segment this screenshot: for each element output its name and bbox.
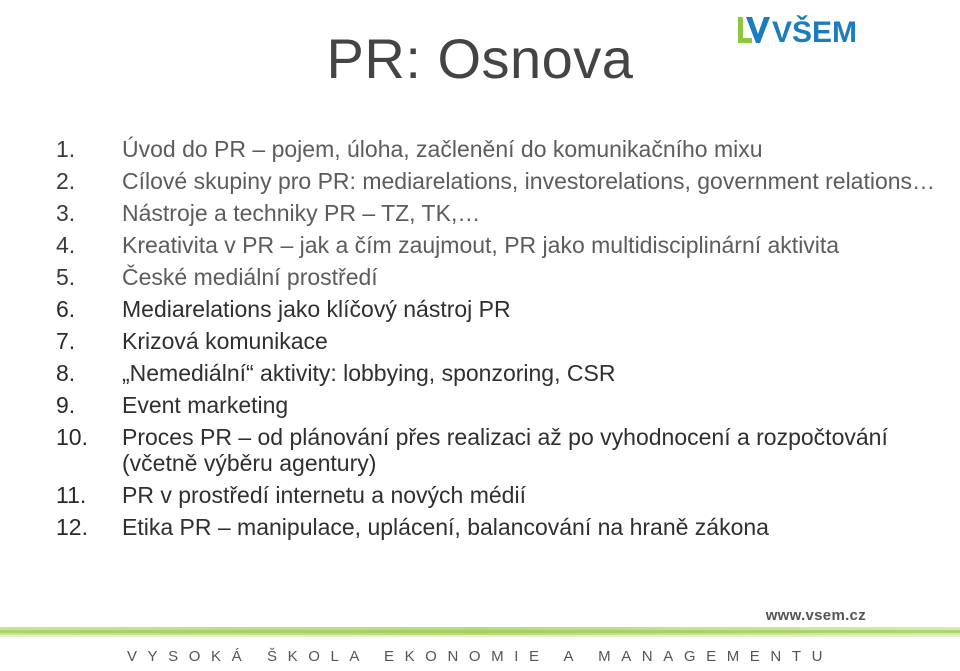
agenda-number: 8. bbox=[56, 360, 76, 386]
vsem-logo-icon bbox=[738, 14, 868, 46]
agenda-number: 5. bbox=[56, 264, 76, 290]
agenda-item bbox=[56, 168, 936, 194]
agenda-text: Proces PR – od plánování přes realizaci až po vyhodnocení a rozpočtování (včetně výběru agentury) bbox=[122, 424, 888, 476]
agenda-number: 3. bbox=[56, 200, 76, 226]
svg-text:VŠEM: VŠEM bbox=[772, 16, 858, 46]
grass-stripe-decoration bbox=[0, 624, 960, 640]
agenda-number: 9. bbox=[56, 392, 76, 418]
slide-title: PR: Osnova bbox=[326, 27, 634, 90]
agenda-item bbox=[56, 264, 936, 290]
agenda-text: Etika PR – manipulace, uplácení, balancování na hraně zákona bbox=[122, 514, 769, 540]
agenda-item bbox=[56, 360, 936, 386]
agenda-number: 1. bbox=[56, 136, 76, 162]
agenda-text: Kreativita v PR – jak a čím zaujmout, PR jako multidisciplinární aktivita bbox=[122, 232, 840, 258]
agenda-text: „Nemediální“ aktivity: lobbying, sponzoring, CSR bbox=[122, 360, 616, 386]
agenda-item bbox=[56, 136, 936, 162]
agenda-number: 12. bbox=[56, 514, 88, 540]
agenda-number: 10. bbox=[56, 424, 88, 450]
agenda-number: 11. bbox=[56, 482, 87, 508]
agenda-number: 6. bbox=[56, 296, 76, 322]
agenda-item bbox=[56, 296, 936, 322]
agenda-text: PR v prostředí internetu a nových médií bbox=[122, 482, 526, 508]
agenda-text: Krizová komunikace bbox=[122, 328, 328, 354]
agenda-text: Mediarelations jako klíčový nástroj PR bbox=[122, 296, 511, 322]
agenda-list bbox=[56, 136, 936, 546]
agenda-item bbox=[56, 200, 936, 226]
agenda-item bbox=[56, 232, 936, 258]
agenda-number: 2. bbox=[56, 168, 76, 194]
agenda-text: Úvod do PR – pojem, úloha, začlenění do komunikačního mixu bbox=[122, 136, 763, 162]
website-url: www.vsem.cz bbox=[765, 607, 866, 624]
agenda-text: Nástroje a techniky PR – TZ, TK,… bbox=[122, 200, 481, 226]
agenda-item bbox=[56, 514, 936, 540]
agenda-item bbox=[56, 392, 936, 418]
agenda-text: Event marketing bbox=[122, 392, 289, 418]
agenda-item bbox=[56, 328, 936, 354]
agenda-text: Cílové skupiny pro PR: mediarelations, investorelations, government relations… bbox=[122, 168, 936, 194]
vsem-logo bbox=[738, 14, 868, 46]
agenda-item bbox=[56, 424, 936, 476]
agenda-item bbox=[56, 482, 936, 508]
agenda-number: 4. bbox=[56, 232, 76, 258]
agenda-number: 7. bbox=[56, 328, 76, 354]
agenda-text: České mediální prostředí bbox=[122, 264, 378, 290]
school-name-footer: VYSOKÁ ŠKOLA EKONOMIE A MANAGEMENTU bbox=[126, 648, 834, 665]
